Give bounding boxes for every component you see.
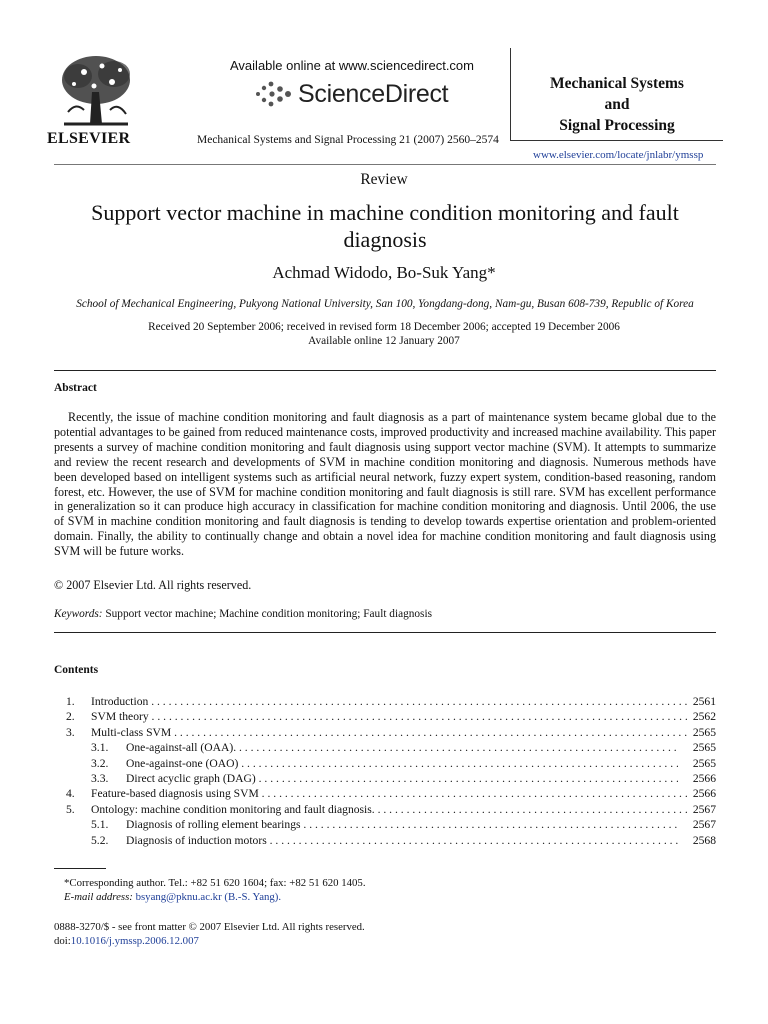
toc-item[interactable] bbox=[54, 726, 716, 741]
toc-title: Diagnosis of rolling element bearings . . . bbox=[126, 818, 678, 831]
toc-item[interactable] bbox=[54, 772, 716, 787]
email-label: E-mail address: bbox=[64, 891, 133, 903]
toc-page: 2565 bbox=[692, 741, 716, 755]
toc-title: Introduction . . . bbox=[91, 695, 688, 708]
toc-title: SVM theory . . . bbox=[91, 710, 688, 723]
front-matter bbox=[54, 920, 365, 948]
abstract-copyright: © 2007 Elsevier Ltd. All rights reserved. bbox=[54, 578, 252, 592]
abstract-top-rule bbox=[54, 370, 716, 371]
toc-page: 2565 bbox=[692, 756, 716, 770]
toc-number: 1. bbox=[66, 695, 75, 708]
email-link[interactable]: bsyang@pknu.ac.kr (B.-S. Yang). bbox=[135, 891, 282, 903]
toc-number: 5.1. bbox=[91, 818, 109, 832]
toc-item[interactable] bbox=[54, 787, 716, 802]
footnote-divider bbox=[54, 868, 106, 869]
toc-page: 2565 bbox=[692, 725, 716, 739]
author-affiliation: School of Mechanical Engineering, Pukyong National University, San 100, Yongdang-dong, Nam-gu, Busan 608-739, Republic of Korea bbox=[76, 298, 694, 310]
toc-item[interactable] bbox=[54, 834, 716, 849]
journal-title-line: Signal Processing bbox=[559, 117, 675, 134]
article-title: Support vector machine in machine condition monitoring and fault diagnosis bbox=[91, 200, 679, 252]
abstract-bottom-rule bbox=[54, 632, 716, 633]
publisher-name: ELSEVIER bbox=[47, 130, 131, 147]
footnote bbox=[54, 876, 366, 904]
toc-page: 2567 bbox=[692, 818, 716, 832]
toc-number: 3.1. bbox=[91, 741, 109, 755]
toc-number: 2. bbox=[66, 710, 75, 724]
front-matter-text: 0888-3270/$ - see front matter © 2007 Elsevier Ltd. All rights reserved. bbox=[54, 921, 365, 933]
toc-number: 5.2. bbox=[91, 833, 109, 847]
doi-link[interactable]: 10.1016/j.ymssp.2006.12.007 bbox=[70, 935, 199, 947]
article-type: Review bbox=[360, 171, 408, 188]
journal-title-box bbox=[510, 48, 723, 141]
table-of-contents bbox=[54, 695, 716, 849]
toc-title: One-against-all (OAA). . . . bbox=[126, 741, 678, 754]
sciencedirect-wordmark: ScienceDirect bbox=[298, 79, 449, 108]
journal-header bbox=[0, 0, 768, 165]
available-online-text: Available online at www.sciencedirect.com bbox=[230, 58, 474, 73]
toc-number: 5. bbox=[66, 802, 75, 816]
available-online-date: Available online 12 January 2007 bbox=[308, 335, 460, 347]
toc-title: Direct acyclic graph (DAG) . . . bbox=[126, 772, 678, 785]
received-dates: Received 20 September 2006; received in revised form 18 December 2006; accepted 19 December 2006 bbox=[148, 321, 620, 333]
keywords bbox=[54, 608, 432, 620]
abstract-text: Recently, the issue of machine condition monitoring and fault diagnosis as a part of maintenance system became global due to the potential advantages to be gained from reduced maintenance costs, improved productivity and increased machine availability. This paper presents a survey of machine condition monitoring and fault diagnosis using support vector machine (SVM). It attempts to summarize and review the recent research and developments of SVM in machine condition monitoring and diagnosis. Numerous methods have been developed based on intelligent systems such as artificial neural network, fuzzy expert system, condition-based reasoning, random forest, etc. However, the use of SVM for machine condition monitoring and fault diagnosis is still rare. SVM has excellent performance in generalization so it can produce high accuracy in classification for machine condition monitoring and diagnosis. Until 2006, the use of SVM in machine condition monitoring and fault diagnosis is tending to develop towards expertise orientation and problem-oriented domain. Finally, the ability to continually change and obtain a novel idea for machine condition monitoring and fault diagnosis using SVM will be future works. bbox=[54, 410, 716, 559]
journal-title-line: Mechanical Systems bbox=[550, 75, 684, 92]
toc-number: 4. bbox=[66, 787, 75, 801]
toc-page: 2562 bbox=[692, 710, 716, 724]
corresponding-author-note: *Corresponding author. Tel.: +82 51 620 1604; fax: +82 51 620 1405. bbox=[64, 877, 366, 889]
contents-heading: Contents bbox=[54, 664, 99, 676]
toc-item[interactable] bbox=[54, 695, 716, 710]
toc-title: Diagnosis of induction motors . . . bbox=[126, 834, 678, 847]
journal-title bbox=[511, 73, 723, 136]
keywords-text: Support vector machine; Machine condition monitoring; Fault diagnosis bbox=[105, 608, 432, 620]
toc-page: 2566 bbox=[692, 771, 716, 785]
toc-item[interactable] bbox=[54, 818, 716, 833]
keywords-label: Keywords: bbox=[54, 608, 103, 620]
journal-reference: Mechanical Systems and Signal Processing 21 (2007) 2560–2574 bbox=[197, 134, 499, 146]
toc-page: 2561 bbox=[692, 695, 716, 708]
toc-title: Feature-based diagnosis using SVM . . . bbox=[91, 787, 688, 800]
toc-item[interactable] bbox=[54, 803, 716, 818]
toc-title: One-against-one (OAO) . . . bbox=[126, 757, 678, 770]
toc-item[interactable] bbox=[54, 710, 716, 725]
sciencedirect-dots-icon bbox=[250, 80, 294, 108]
toc-page: 2568 bbox=[692, 833, 716, 847]
doi-line bbox=[54, 934, 365, 948]
toc-item[interactable] bbox=[54, 757, 716, 772]
toc-item[interactable] bbox=[54, 741, 716, 756]
doi-label: doi: bbox=[54, 935, 71, 947]
toc-title: Multi-class SVM . . . bbox=[91, 726, 688, 739]
toc-page: 2566 bbox=[692, 787, 716, 801]
journal-url-link[interactable]: www.elsevier.com/locate/jnlabr/ymssp bbox=[533, 149, 704, 161]
abstract-heading: Abstract bbox=[54, 382, 97, 394]
sciencedirect-logo bbox=[250, 78, 448, 110]
toc-number: 3. bbox=[66, 725, 75, 739]
toc-number: 3.2. bbox=[91, 756, 109, 770]
toc-page: 2567 bbox=[692, 802, 716, 816]
email-line bbox=[54, 890, 366, 904]
header-divider bbox=[54, 164, 716, 165]
toc-title: Ontology: machine condition monitoring and fault diagnosis. . . . bbox=[91, 803, 688, 816]
journal-title-line: and bbox=[604, 96, 630, 113]
toc-number: 3.3. bbox=[91, 771, 109, 785]
article-history bbox=[0, 320, 768, 348]
article-authors: Achmad Widodo, Bo-Suk Yang* bbox=[272, 263, 496, 282]
